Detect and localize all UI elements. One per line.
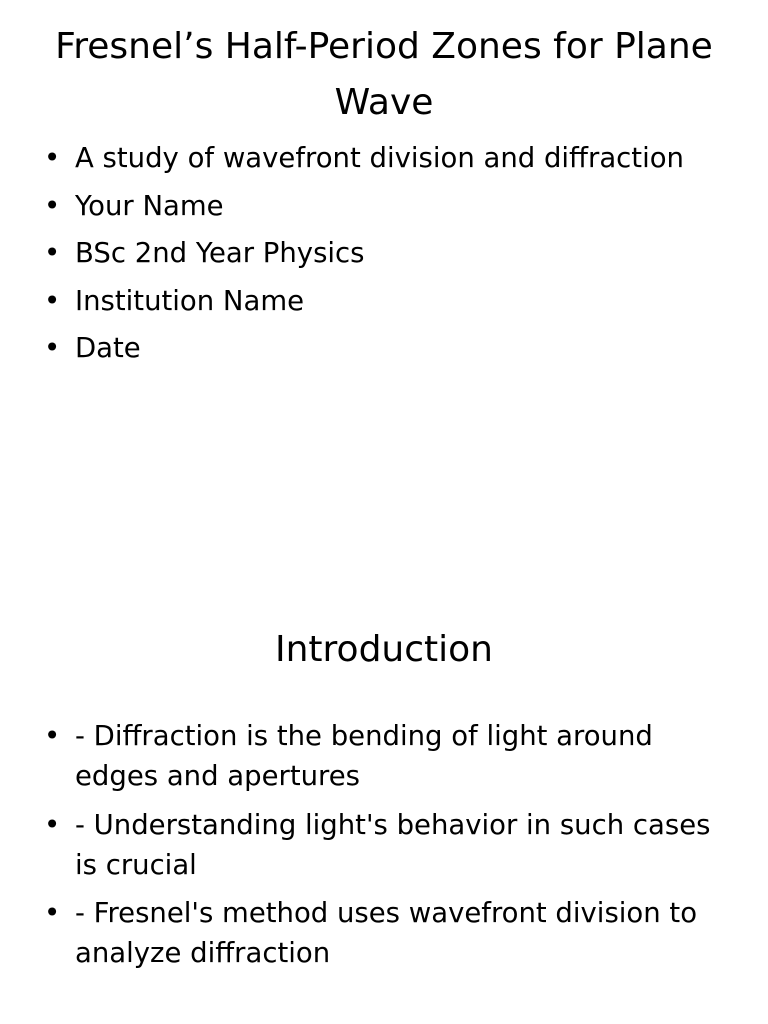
introduction-slide (0, 512, 768, 1024)
bullet-text: A study of wavefront division and diffraction (75, 142, 684, 174)
bullet-point-icon: • (44, 720, 61, 752)
bullet-text: - Fresnel's method uses wavefront division to analyze diffraction (75, 897, 698, 969)
bullet-text: BSc 2nd Year Physics (75, 237, 365, 269)
bullet-item (38, 281, 718, 322)
bullet-point-icon: • (44, 808, 61, 841)
bullet-item (38, 805, 718, 885)
bullet-item (38, 716, 718, 796)
bullet-text: - Understanding light's behavior in such cases is crucial (75, 808, 711, 881)
bullet-list (38, 138, 718, 376)
bullet-item (38, 893, 718, 973)
bullet-point-icon: • (44, 142, 61, 174)
bullet-text: Institution Name (75, 284, 305, 317)
bullet-list (38, 716, 718, 982)
slide-title: Introduction (274, 629, 493, 670)
bullet-item (38, 138, 718, 179)
bullet-point-icon: • (44, 237, 61, 269)
bullet-point-icon: • (44, 189, 61, 222)
bullet-text: - Diffraction is the bending of light around edges and apertures (75, 720, 653, 792)
bullet-item (38, 233, 718, 274)
bullet-text: Date (75, 332, 141, 364)
bullet-item (38, 186, 718, 227)
bullet-point-icon: • (44, 897, 61, 929)
slide-title: Fresnel’s Half-Period Zones for Plane Wave (55, 26, 713, 123)
bullet-point-icon: • (44, 284, 61, 317)
bullet-item (38, 328, 718, 369)
bullet-text: Your Name (75, 189, 224, 222)
bullet-point-icon: • (44, 332, 61, 364)
